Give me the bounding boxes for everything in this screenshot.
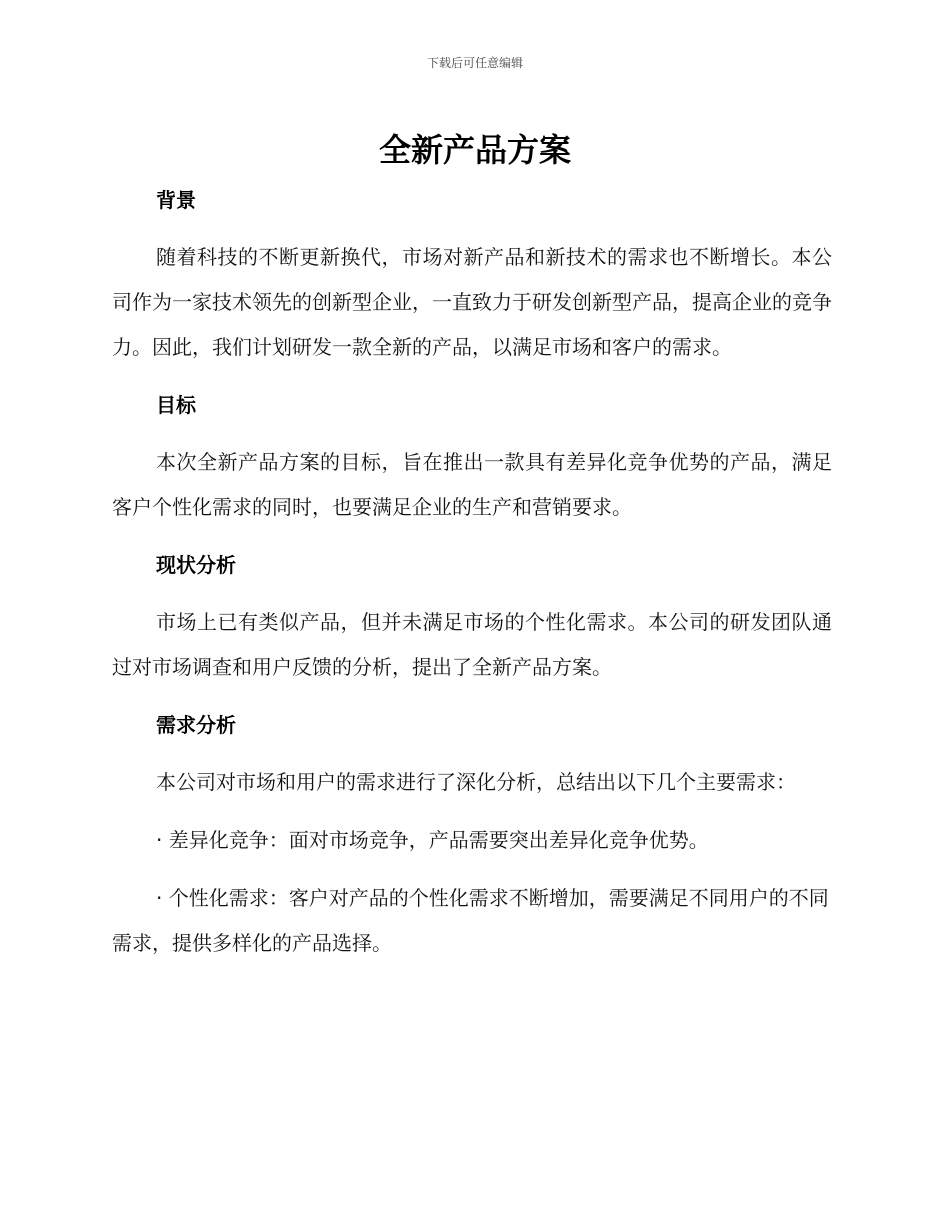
section-heading-goal: 目标: [156, 393, 196, 417]
section-heading-status-analysis: 现状分析: [156, 553, 236, 577]
page-title: 全新产品方案: [378, 131, 571, 169]
bullet-item-differentiation: · 差异化竞争：面对市场竞争，产品需要突出差异化竞争优势。: [156, 828, 709, 852]
section-heading-requirements-analysis: 需求分析: [156, 713, 236, 737]
bullet-item-personalization: · 个性化需求：客户对产品的个性化需求不断增加，需要满足不同用户的不同需求，提供多样化的产品选择。: [112, 886, 829, 955]
section-paragraph-background: 随着科技的不断更新换代，市场对新产品和新技术的需求也不断增长。本公司作为一家技术领先的创新型企业，一直致力于研发创新型产品，提高企业的竞争力。因此，我们计划研发一款全新的产品，以满足市场和客户的需求。: [112, 245, 832, 359]
document-body: [112, 178, 832, 966]
section-paragraph-requirements-analysis: 本公司对市场和用户的需求进行了深化分析，总结出以下几个主要需求：: [156, 770, 796, 794]
section-paragraph-status-analysis: 市场上已有类似产品，但并未满足市场的个性化需求。本公司的研发团队通过对市场调查和用户反馈的分析，提出了全新产品方案。: [112, 610, 832, 679]
header-note: 下载后可任意编辑: [426, 56, 523, 70]
section-heading-background: 背景: [156, 188, 196, 212]
section-paragraph-goal: 本次全新产品方案的目标，旨在推出一款具有差异化竞争优势的产品，满足客户个性化需求的同时，也要满足企业的生产和营销要求。: [112, 450, 832, 519]
